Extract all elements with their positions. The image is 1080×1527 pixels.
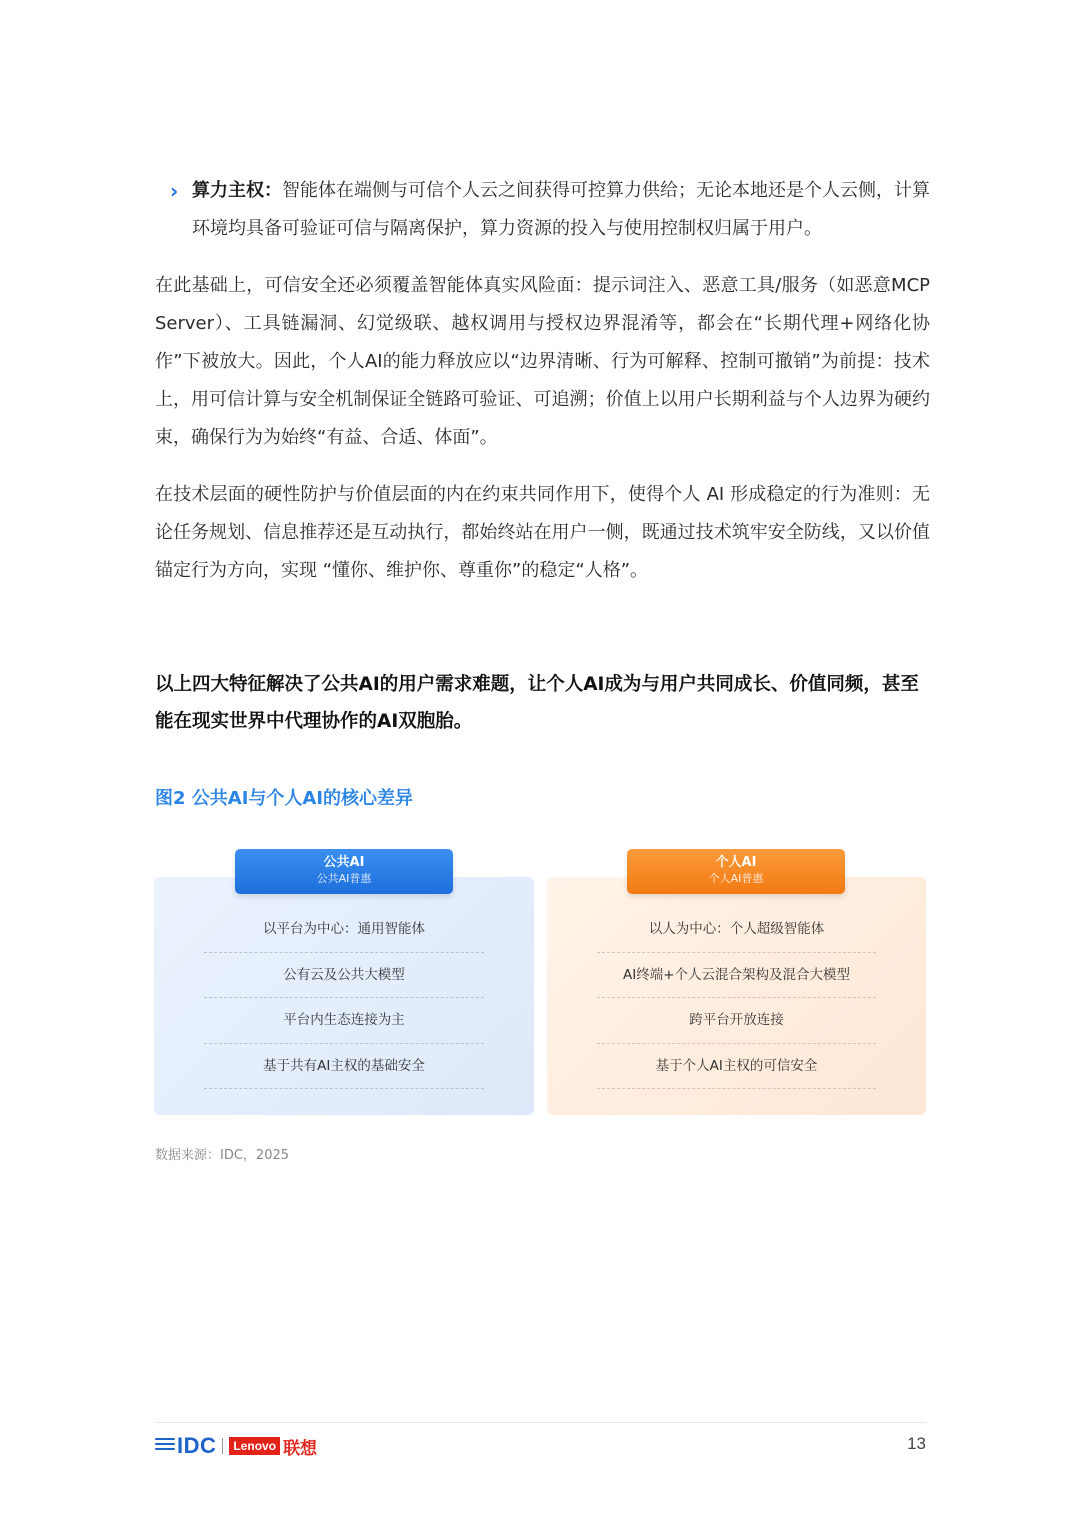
bullet-compute-sovereignty xyxy=(155,172,930,248)
comparison-row: 跨平台开放连接 xyxy=(547,998,926,1044)
page-number: 13 xyxy=(907,1434,926,1453)
comparison-row: 公有云及公共大模型 xyxy=(154,953,534,999)
footer-divider xyxy=(155,1422,926,1423)
comparison-row: 基于个人AI主权的可信安全 xyxy=(547,1044,926,1090)
paragraph-security-risks: 在此基础上，可信安全还必须覆盖智能体真实风险面：提示词注入、恶意工具/服务（如恶意MCP Server）、工具链漏洞、幻觉级联、越权调用与授权边界混淆等，都会在“长期代理+网络化协作”下被放大。因此，个人AI的能力释放应以“边界清晰、行为可解释、控制可撤销”为前提：技术上，用可信计算与安全机制保证全链路可验证、可追溯；价值上以用户长期利益与个人边界为硬约束，确保行为为始终“有益、合适、体面”。 xyxy=(155,275,930,448)
data-source-note: 数据来源：IDC，2025 xyxy=(155,1148,290,1163)
comparison-row: 以平台为中心：通用智能体 xyxy=(154,907,534,953)
bullet-term: 算力主权： xyxy=(192,180,282,201)
panel-personal-ai xyxy=(547,855,926,1115)
panel-header-subtitle: 公共AI普惠 xyxy=(316,872,372,885)
panel-header-personal-ai xyxy=(627,849,845,894)
panel-public-ai xyxy=(154,855,534,1115)
lenovo-cn-logo: 联想 xyxy=(283,1438,318,1459)
panel-rows xyxy=(547,907,926,1089)
comparison-row: AI终端+个人云混合架构及混合大模型 xyxy=(547,953,926,999)
bullet-text-block xyxy=(155,172,930,248)
panel-header-public-ai xyxy=(235,849,453,894)
logo-separator xyxy=(222,1438,223,1454)
bullet-text: 智能体在端侧与可信个人云之间获得可控算力供给；无论本地还是个人云侧，计算环境均具备可验证可信与隔离保护，算力资源的投入与使用控制权归属于用户。 xyxy=(192,180,930,239)
paragraph-behavior-principles: 在技术层面的硬性防护与价值层面的内在约束共同作用下，使得个人 AI 形成稳定的行为准则：无论任务规划、信息推荐还是互动执行，都始终站在用户一侧，既通过技术筑牢安全防线，又以价值锚定行为方向，实现 “懂你、维护你、尊重你”的稳定“人格”。 xyxy=(155,484,930,581)
comparison-row: 基于共有AI主权的基础安全 xyxy=(154,1044,534,1090)
chevron-right-icon: › xyxy=(170,179,179,203)
lenovo-logo: Lenovo xyxy=(229,1437,280,1455)
comparison-row: 以人为中心：个人超级智能体 xyxy=(547,907,926,953)
panel-header-title: 个人AI xyxy=(715,855,757,870)
summary-bold-paragraph: 以上四大特征解决了公共AI的用户需求难题，让个人AI成为与用户共同成长、价值同频，甚至能在现实世界中代理协作的AI双胞胎。 xyxy=(155,674,919,732)
figure-title: 图2 公共AI与个人AI的核心差异 xyxy=(155,788,414,809)
panel-header-subtitle: 个人AI普惠 xyxy=(708,872,764,885)
panel-header-title: 公共AI xyxy=(323,855,365,870)
footer-logos xyxy=(155,1434,317,1458)
panel-rows xyxy=(154,907,534,1089)
idc-lines-icon xyxy=(155,1438,175,1454)
comparison-row: 平台内生态连接为主 xyxy=(154,998,534,1044)
idc-logo: IDC xyxy=(177,1433,217,1458)
